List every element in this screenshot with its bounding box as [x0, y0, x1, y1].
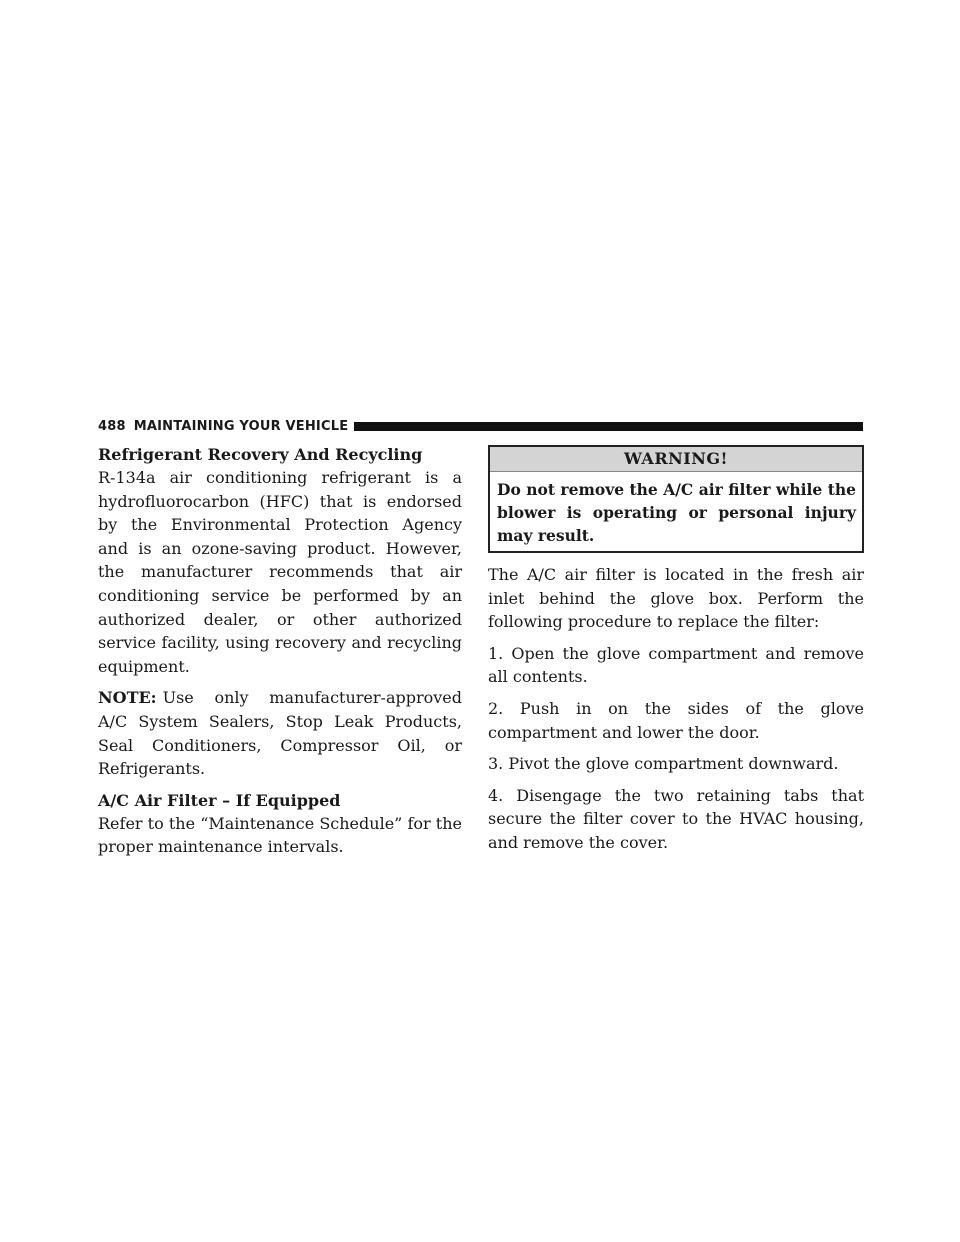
intro-paragraph: The A/C air filter is located in the fresh air inlet behind the glove box. Perform the following procedure to replace the filter:	[488, 565, 864, 632]
warning-box	[488, 445, 864, 553]
right-column	[488, 443, 864, 863]
note-paragraph	[98, 686, 462, 780]
recovery-heading: Refrigerant Recovery And Recycling	[98, 445, 423, 464]
filter-heading: A/C Air Filter – If Equipped	[98, 790, 341, 810]
left-column	[98, 443, 462, 867]
note-text: Use only manufacturer-approved A/C System Sealers, Stop Leak Products, Seal Conditioners, Compressor Oil, or Refrigerants.	[98, 688, 462, 779]
step-3: 3. Pivot the glove compartment downward.	[488, 754, 839, 774]
note-label: NOTE:	[98, 688, 157, 708]
step-1: 1. Open the glove compartment and remove all contents.	[488, 643, 864, 687]
header-rule	[354, 422, 863, 431]
warning-text: Do not remove the A/C air filter while the blower is operating or personal injury may result.	[497, 480, 856, 545]
page-number: 488	[98, 418, 126, 434]
recovery-paragraph: R-134a air conditioning refrigerant is a hydrofluorocarbon (HFC) that is endorsed by the Environmental Protection Agency and is an ozone-saving product. However, the manufacturer recommends that air conditioning service be performed by an authorized dealer, or other authorized service facility, using recovery and recycling equipment.	[98, 468, 462, 676]
warning-title: WARNING!	[490, 447, 862, 472]
filter-paragraph: Refer to the “Maintenance Schedule” for the proper maintenance intervals.	[98, 813, 462, 857]
step-2: 2. Push in on the sides of the glove compartment and lower the door.	[488, 698, 864, 742]
section-title: MAINTAINING YOUR VEHICLE	[133, 418, 349, 434]
step-4: 4. Disengage the two retaining tabs that secure the filter cover to the HVAC housing, and remove the cover.	[488, 785, 864, 852]
page-header	[98, 417, 863, 435]
